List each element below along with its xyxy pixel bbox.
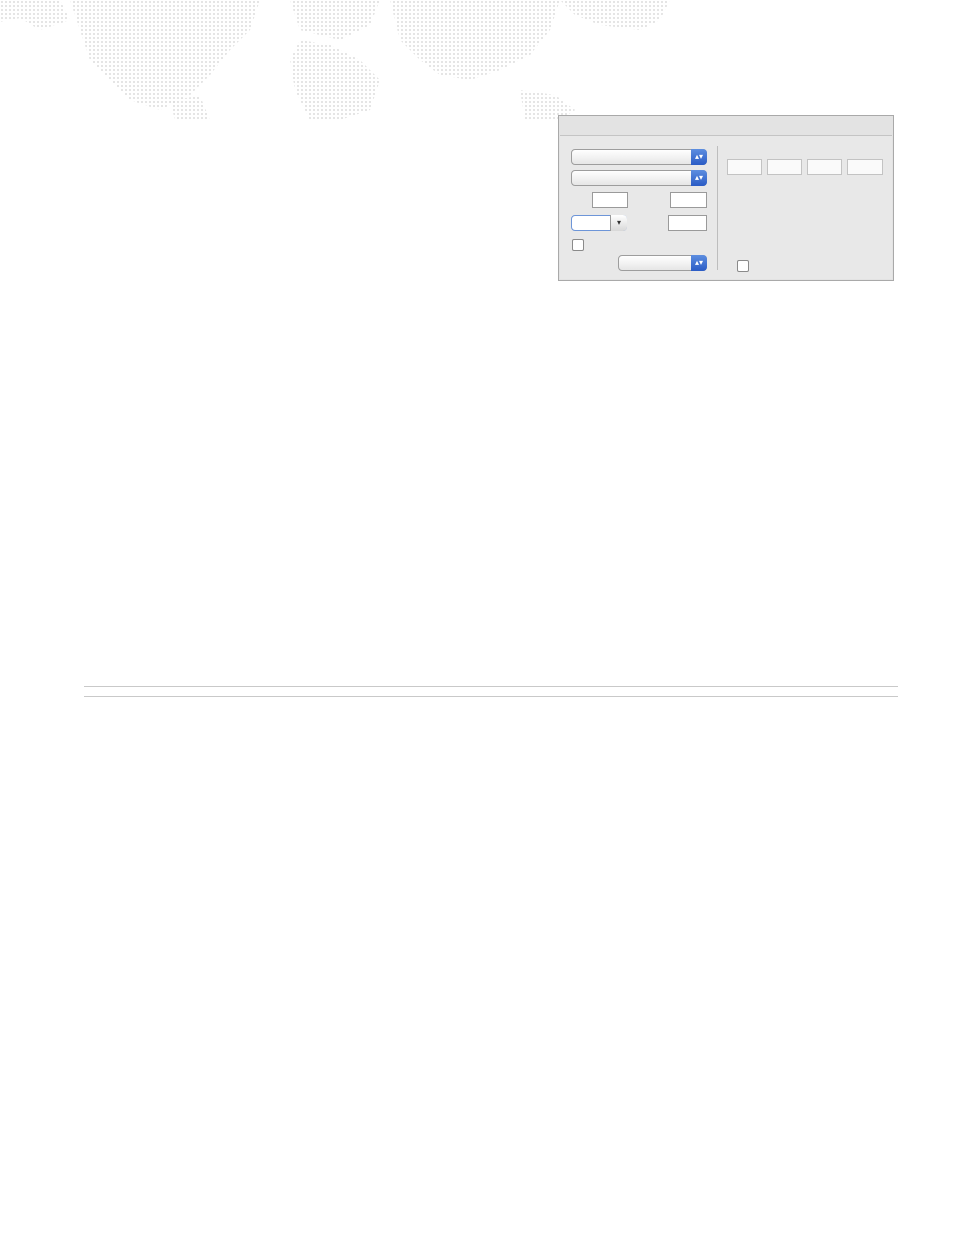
fullscreen-mode-panel bbox=[558, 115, 894, 281]
w-field[interactable] bbox=[592, 192, 628, 208]
mode-popup[interactable] bbox=[571, 149, 707, 165]
active-area-controls-checkbox[interactable] bbox=[737, 260, 749, 272]
color-bars-preview bbox=[743, 199, 871, 233]
active-width-field[interactable] bbox=[727, 159, 762, 175]
autofit-popup[interactable] bbox=[618, 255, 707, 271]
chevron-updown-icon: ▴▾ bbox=[691, 149, 707, 165]
chevron-down-icon: ▾ bbox=[610, 215, 627, 231]
world-map-background bbox=[0, 0, 954, 120]
active-botm-field[interactable] bbox=[847, 159, 883, 175]
asp-field[interactable] bbox=[668, 215, 707, 231]
h-field[interactable] bbox=[670, 192, 707, 208]
display-popup[interactable] bbox=[571, 170, 707, 186]
frequency-popup[interactable] bbox=[571, 215, 627, 231]
color-bars-bottom bbox=[743, 223, 871, 233]
body-content bbox=[84, 106, 898, 112]
chevron-updown-icon: ▴▾ bbox=[691, 255, 707, 271]
color-bars-top bbox=[743, 199, 871, 223]
chevron-updown-icon: ▴▾ bbox=[691, 170, 707, 186]
active-height-field[interactable] bbox=[767, 159, 802, 175]
panel-divider bbox=[717, 146, 718, 270]
note-box bbox=[84, 686, 898, 697]
active-left-field[interactable] bbox=[807, 159, 842, 175]
panel-inner bbox=[560, 135, 892, 279]
use-current-mode-checkbox[interactable] bbox=[572, 239, 584, 251]
